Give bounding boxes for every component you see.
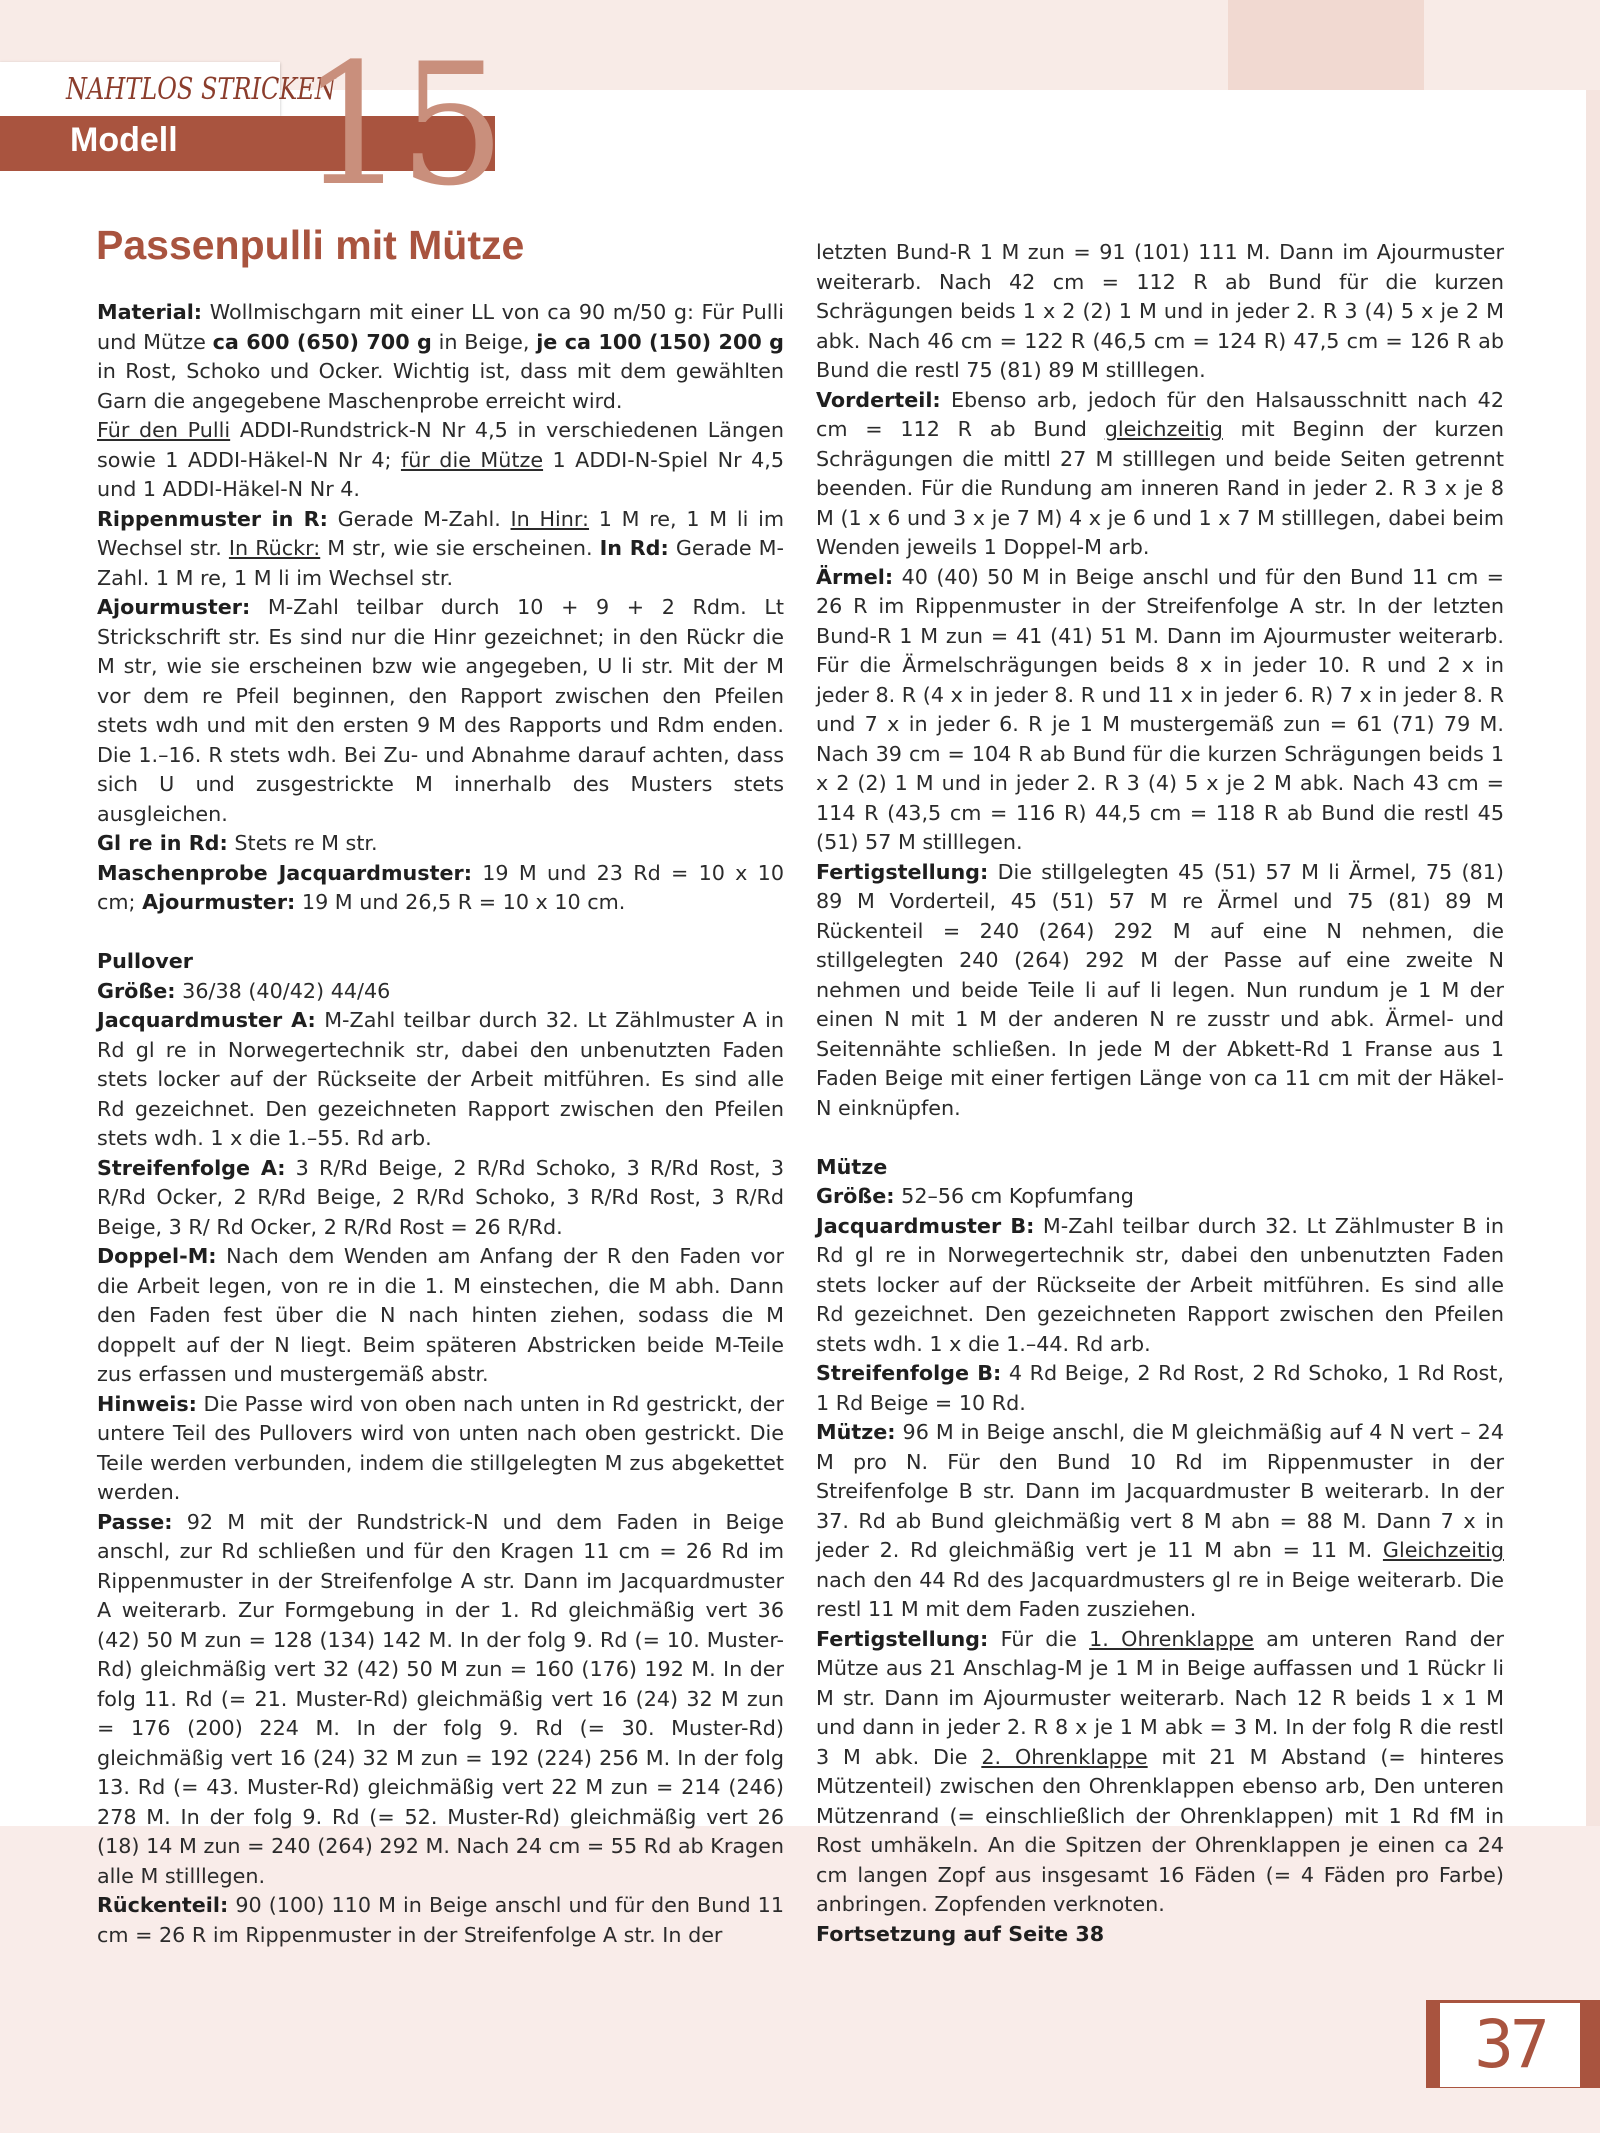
passe-paragraph — [97, 1508, 784, 1892]
rueckenteil-paragraph — [97, 1891, 784, 1950]
muetze-groesse-label: Größe: — [816, 1184, 895, 1208]
fertigstellung-pulli-text: Die stillgelegten 45 (51) 57 M li Ärmel, 75 (81) 89 M Vorderteil, 45 (51) 57 M re Ärmel und 75 (81) 89 M Rückenteil = 240 (264) 292 M auf eine N nehmen, die stillgelegten 240 (264) 292 M der Passe auf eine zweite N nehmen und beide Teile li auf li legen. Nun rundum je 1 M der einen N mit 1 M der anderen N re zusstr und abk. Ärmel- und Seitennähte schließen. In jede M der Abkett-Rd 1 Franse aus 1 Faden Beige mit einer fertigen Länge von ca 11 cm mit der Häkel-N einknüpfen. — [816, 859, 1504, 1120]
ajourmuster-text: M-Zahl teilbar durch 10 + 9 + 2 Rdm. Lt Strickschrift str. Es sind nur die Hinr gezeichnet; in den Rückr die M str, wie sie erscheinen bzw wie angegeben, U li str. Mit der M vor dem re Pfeil beginnen, den Rapport zwischen den Pfeilen stets wdh und mit den ersten 9 M des Rapports und Rdm enden. Die 1.–16. R stets wdh. Bei Zu- und Abnahme darauf achten, dass sich U und zusgestrickte M innerhalb des Musters stets ausgleichen. — [97, 595, 784, 826]
needles-text: ADDI-Rundstrick-N Nr 4,5 in verschiedenen Längen sowie 1 ADDI-Häkel-N Nr 4; — [97, 418, 784, 472]
rippenmuster-paragraph — [97, 505, 784, 594]
groesse-text: 36/38 (40/42) 44/46 — [175, 978, 391, 1003]
material-text: in Beige, — [431, 329, 537, 354]
muetze-gleichzeitig: Gleichzeitig — [1382, 1538, 1504, 1562]
vorderteil-text: Ebenso arb, jedoch für den Halsausschnitt nach 42 cm = 112 R ab Bund — [816, 387, 1504, 441]
rippenmuster-hinr: In Hinr: — [510, 506, 590, 531]
rippenmuster-label: Rippenmuster in R: — [97, 506, 328, 531]
maschenprobe-text: 19 M und 26,5 R = 10 x 10 cm. — [295, 890, 626, 914]
streifenfolge-a-text: 3 R/Rd Beige, 2 R/Rd Schoko, 3 R/Rd Rost, 3 R/Rd Ocker, 2 R/Rd Beige, 2 R/Rd Schoko, 3 R/Rd Rost, 3 R/Rd Beige, 3 R/ Rd Ocker, 2 R/Rd Rost = 26 R/Rd. — [97, 1155, 784, 1239]
streifenfolge-b-label: Streifenfolge B: — [816, 1361, 1002, 1385]
needles-muetze-label: für die Mütze — [400, 447, 544, 472]
streifenfolge-b-paragraph — [816, 1359, 1504, 1418]
material-amount-beige: ca 600 (650) 700 g — [212, 329, 432, 354]
paragraph-spacer — [816, 1123, 1504, 1153]
aermel-text: 40 (40) 50 M in Beige anschl und für den Bund 11 cm = 26 R im Rippenmuster in der Streifenfolge A str. In der letzten Bund-R 1 M zun = 41 (41) 51 M. Dann im Ajourmuster weiterarb. Für die Ärmelschrägungen beids 8 x in jeder 10. R und 2 x in jeder 8. R (4 x in jeder 8. R und 11 x in jeder 6. R) 7 x in jeder 8. R und 7 x in jeder 6. R je 1 M mustergemäß zun = 61 (71) 79 M. Nach 39 cm = 104 R ab Bund für die kurzen Schrägungen beids 1 x 2 (2) 1 M und in jeder 2. R 3 (4) 5 x je 2 M abk. Nach 43 cm = 114 R (43,5 cm = 116 R) 44,5 cm = 118 R ab Bund die restl 45 (51) 57 M stilllegen. — [816, 564, 1504, 854]
muetze-groesse-text: 52–56 cm Kopfumfang — [894, 1184, 1134, 1208]
gl-re-text: Stets re M str. — [227, 831, 378, 855]
rueckenteil-label: Rückenteil: — [97, 1893, 229, 1917]
rippenmuster-text: 1 M re, 1 M li im Wechsel str. — [97, 506, 784, 560]
muetze-groesse-paragraph — [816, 1182, 1504, 1212]
left-column — [97, 298, 784, 1950]
fertigstellung-muetze-text: Für die — [988, 1626, 1090, 1651]
jacquard-a-label: Jacquardmuster A: — [97, 1008, 316, 1032]
series-label: NAHTLOS STRICKEN — [66, 72, 336, 107]
muetze-heading — [816, 1153, 1504, 1183]
needles-text: 1 ADDI-N-Spiel Nr 4,5 und 1 ADDI-Häkel-N Nr 4. — [97, 447, 784, 501]
ohrenklappe-2-label: 2. Ohrenklappe — [981, 1744, 1148, 1769]
streifenfolge-a-paragraph — [97, 1154, 784, 1243]
muetze-paragraph — [816, 1418, 1504, 1625]
page-number: 37 — [1440, 2003, 1580, 2087]
maschenprobe-text: 19 M und 23 Rd = 10 x 10 cm; — [97, 860, 784, 914]
rippenmuster-text: Gerade M-Zahl. 1 M re, 1 M li im Wechsel str. — [97, 536, 784, 590]
hinweis-paragraph — [97, 1390, 784, 1508]
streifenfolge-b-text: 4 Rd Beige, 2 Rd Rost, 2 Rd Schoko, 1 Rd Rost, 1 Rd Beige = 10 Rd. — [816, 1361, 1504, 1415]
passe-label: Passe: — [97, 1509, 173, 1534]
fortsetzung-link: Fortsetzung auf Seite 38 — [816, 1921, 1105, 1946]
fertigstellung-pulli-paragraph — [816, 858, 1504, 1124]
modell-label: Modell — [70, 121, 178, 159]
maschenprobe-ajour-label: Ajourmuster: — [142, 890, 296, 914]
ajourmuster-label: Ajourmuster: — [97, 595, 251, 619]
fortsetzung-paragraph — [816, 1920, 1504, 1950]
vorderteil-gleichzeitig: gleichzeitig — [1104, 417, 1223, 441]
rueckenteil-text: 90 (100) 110 M in Beige anschl und für den Bund 11 cm = 26 R im Rippenmuster in der Streifenfolge A str. In der — [97, 1893, 784, 1947]
material-text: in Rost, Schoko und Ocker. Wichtig ist, dass mit dem gewählten Garn die angegebene Maschenprobe erreicht wird. — [97, 359, 784, 413]
top-decor-block — [1424, 0, 1600, 90]
rippenmuster-text: Gerade M-Zahl. — [327, 506, 511, 531]
material-paragraph — [97, 298, 784, 416]
fertigstellung-muetze-paragraph — [816, 1625, 1504, 1920]
right-column — [816, 238, 1504, 1949]
aermel-label: Ärmel: — [816, 564, 894, 589]
pullover-heading-text: Pullover — [97, 949, 194, 973]
passe-text: 92 M mit der Rundstrick-N und dem Faden in Beige anschl, zur Rd schließen und für den Kragen 11 cm = 26 Rd im Rippenmuster in der Streifenfolge A str. Dann im Jacquardmuster A weiterarb. Zur Formgebung in der 1. Rd gleichmäßig vert 36 (42) 50 M zun = 128 (134) 142 M. In der folg 9. Rd (= 10. Muster-Rd) gleichmäßig vert 32 (42) 50 M zun = 160 (176) 192 M. In der folg 11. Rd (= 21. Muster-Rd) gleichmäßig vert 16 (24) 32 M zun = 176 (200) 224 M. In der folg 9. Rd (= 30. Muster-Rd) gleichmäßig vert 16 (24) 32 M zun = 192 (224) 256 M. In der folg 13. Rd (= 43. Muster-Rd) gleichmäßig vert 22 M zun = 214 (246) 278 M. In der folg 9. Rd (= 52. Muster-Rd) gleichmäßig vert 26 (18) 14 M zun = 240 (264) 292 M. Nach 24 cm = 55 Rd ab Kragen alle M stilllegen. — [97, 1509, 784, 1888]
groesse-paragraph — [97, 977, 784, 1007]
fertigstellung-muetze-label: Fertigstellung: — [816, 1626, 989, 1651]
material-text: Wollmischgarn mit einer LL von ca 90 m/50 g: Für Pulli und Mütze — [97, 300, 784, 354]
material-amount-colors: je ca 100 (150) 200 g — [536, 329, 784, 354]
needles-pulli-label: Für den Pulli — [97, 418, 231, 442]
jacquard-a-paragraph — [97, 1006, 784, 1154]
vorderteil-text: mit Beginn der kurzen Schrägungen die mittl 27 M stilllegen und beide Seiten getrennt beenden. Für die Rundung am inneren Rand in jeder 2. R 3 x je 8 M (1 x 6 und 3 x je 7 M) 4 x je 6 und 1 x 7 M stilllegen, dabei beim Wenden jeweils 1 Doppel-M arb. — [816, 417, 1504, 559]
paragraph-spacer — [97, 918, 784, 948]
material-label: Material: — [97, 300, 203, 324]
doppel-m-label: Doppel-M: — [97, 1244, 217, 1268]
ajourmuster-paragraph — [97, 593, 784, 829]
maschenprobe-label: Maschenprobe Jacquardmuster: — [97, 860, 472, 885]
hinweis-text: Die Passe wird von oben nach unten in Rd gestrickt, der untere Teil des Pullovers wird von unten nach oben gestrickt. Die Teile werden verbunden, indem die stillgelegten M zus abgekettet werden. — [97, 1391, 785, 1504]
rippenmuster-text: M str, wie sie erscheinen. — [320, 536, 600, 560]
streifenfolge-a-label: Streifenfolge A: — [97, 1155, 286, 1180]
jacquard-b-paragraph — [816, 1212, 1504, 1360]
doppel-m-text: Nach dem Wenden am Anfang der R den Faden vor die Arbeit legen, von re in die 1. M einstechen, die M abh. Dann den Faden fest über die N nach hinten ziehen, sodass die M doppelt auf der N liegt. Beim späteren Abstricken beide M-Teile zus erfassen und mustergemäß abstr. — [97, 1244, 784, 1386]
fertigstellung-pulli-label: Fertigstellung: — [816, 859, 989, 884]
needles-paragraph — [97, 416, 784, 505]
pullover-heading — [97, 947, 784, 977]
jacquard-a-text: M-Zahl teilbar durch 32. Lt Zählmuster A in Rd gl re in Norwegertechnik str, dabei den unbenutzten Faden stets locker auf der Rückseite der Arbeit mitführen. Es sind alle Rd gezeichnet. Den gezeichneten Rapport zwischen den Pfeilen stets wdh. 1 x die 1.–55. Rd arb. — [97, 1008, 784, 1150]
jacquard-b-text: M-Zahl teilbar durch 32. Lt Zählmuster B in Rd gl re in Norwegertechnik str, dabei den unbenutzten Faden stets locker auf der Rückseite der Arbeit mitführen. Es sind alle Rd gezeichnet. Den gezeichneten Rapport zwischen den Pfeilen stets wdh. 1 x die 1.–44. Rd arb. — [816, 1213, 1504, 1356]
groesse-label: Größe: — [97, 978, 176, 1003]
muetze-text: nach den 44 Rd des Jacquardmusters gl re in Beige weiterarb. Die restl 11 M mit dem Faden zusziehen. — [816, 1567, 1504, 1621]
vorderteil-paragraph — [816, 386, 1504, 563]
muetze-label: Mütze: — [816, 1420, 896, 1444]
aermel-paragraph — [816, 563, 1504, 858]
muetze-text: 96 M in Beige anschl, die M gleichmäßig auf 4 N vert – 24 M pro N. Für den Bund 10 Rd im Rippenmuster in der Streifenfolge B str. Dann im Jacquardmuster B weiterarb. In der 37. Rd ab Bund gleichmäßig vert 8 M abn = 88 M. Dann 7 x in jeder 2. Rd gleichmäßig vert je 11 M abn = 11 M. — [816, 1420, 1504, 1562]
maschenprobe-paragraph — [97, 859, 784, 918]
rippenmuster-rueckr: In Rückr: — [228, 536, 321, 560]
top-decor-block — [1228, 0, 1424, 90]
rippenmuster-rd-label: In Rd: — [599, 536, 669, 560]
model-number: 15 — [300, 27, 498, 223]
ohrenklappe-1-label: 1. Ohrenklappe — [1089, 1626, 1254, 1651]
rueckenteil-continued — [816, 238, 1504, 386]
rueckenteil-continued-text: letzten Bund-R 1 M zun = 91 (101) 111 M. Dann im Ajourmuster weiterarb. Nach 42 cm = 112 R ab Bund für die kurzen Schrägungen beids 1 x 2 (2) 1 M und in jeder 2. R 3 (4) 5 x je 2 M abk. Nach 46 cm = 122 R (46,5 cm = 124 R) 47,5 cm = 126 R ab Bund die restl 75 (81) 89 M stilllegen. — [816, 240, 1504, 382]
fertigstellung-muetze-text: mit 21 M Abstand (= hinteres Mützenteil) zwischen den Ohrenklappen ebenso arb, Den unteren Mützenrand (= einschließlich der Ohrenklappen) mit 1 Rd fM in Rost umhäkeln. An die Spitzen der Ohrenklappen je einen ca 24 cm langen Zopf aus insgesamt 16 Fäden (= 4 Fäden pro Farbe) anbringen. Zopfenden verknoten. — [816, 1744, 1504, 1916]
gl-re-paragraph — [97, 829, 784, 859]
jacquard-b-label: Jacquardmuster B: — [816, 1213, 1035, 1238]
vorderteil-label: Vorderteil: — [816, 387, 941, 412]
fertigstellung-muetze-text: am unteren Rand der Mütze aus 21 Anschlag-M je 1 M in Beige auffassen und 1 Rückr li M str. Dann im Ajourmuster weiterarb. Nach 12 R beids 1 x 1 M und dann in jeder 2. R 8 x je 1 M abk = 3 M. In der folg R die restl 3 M abk. Die — [816, 1626, 1504, 1769]
muetze-heading-text: Mütze — [816, 1154, 888, 1179]
gl-re-label: Gl re in Rd: — [97, 831, 228, 855]
hinweis-label: Hinweis: — [97, 1391, 197, 1416]
page-title: Passenpulli mit Mütze — [96, 222, 525, 268]
doppel-m-paragraph — [97, 1242, 784, 1390]
